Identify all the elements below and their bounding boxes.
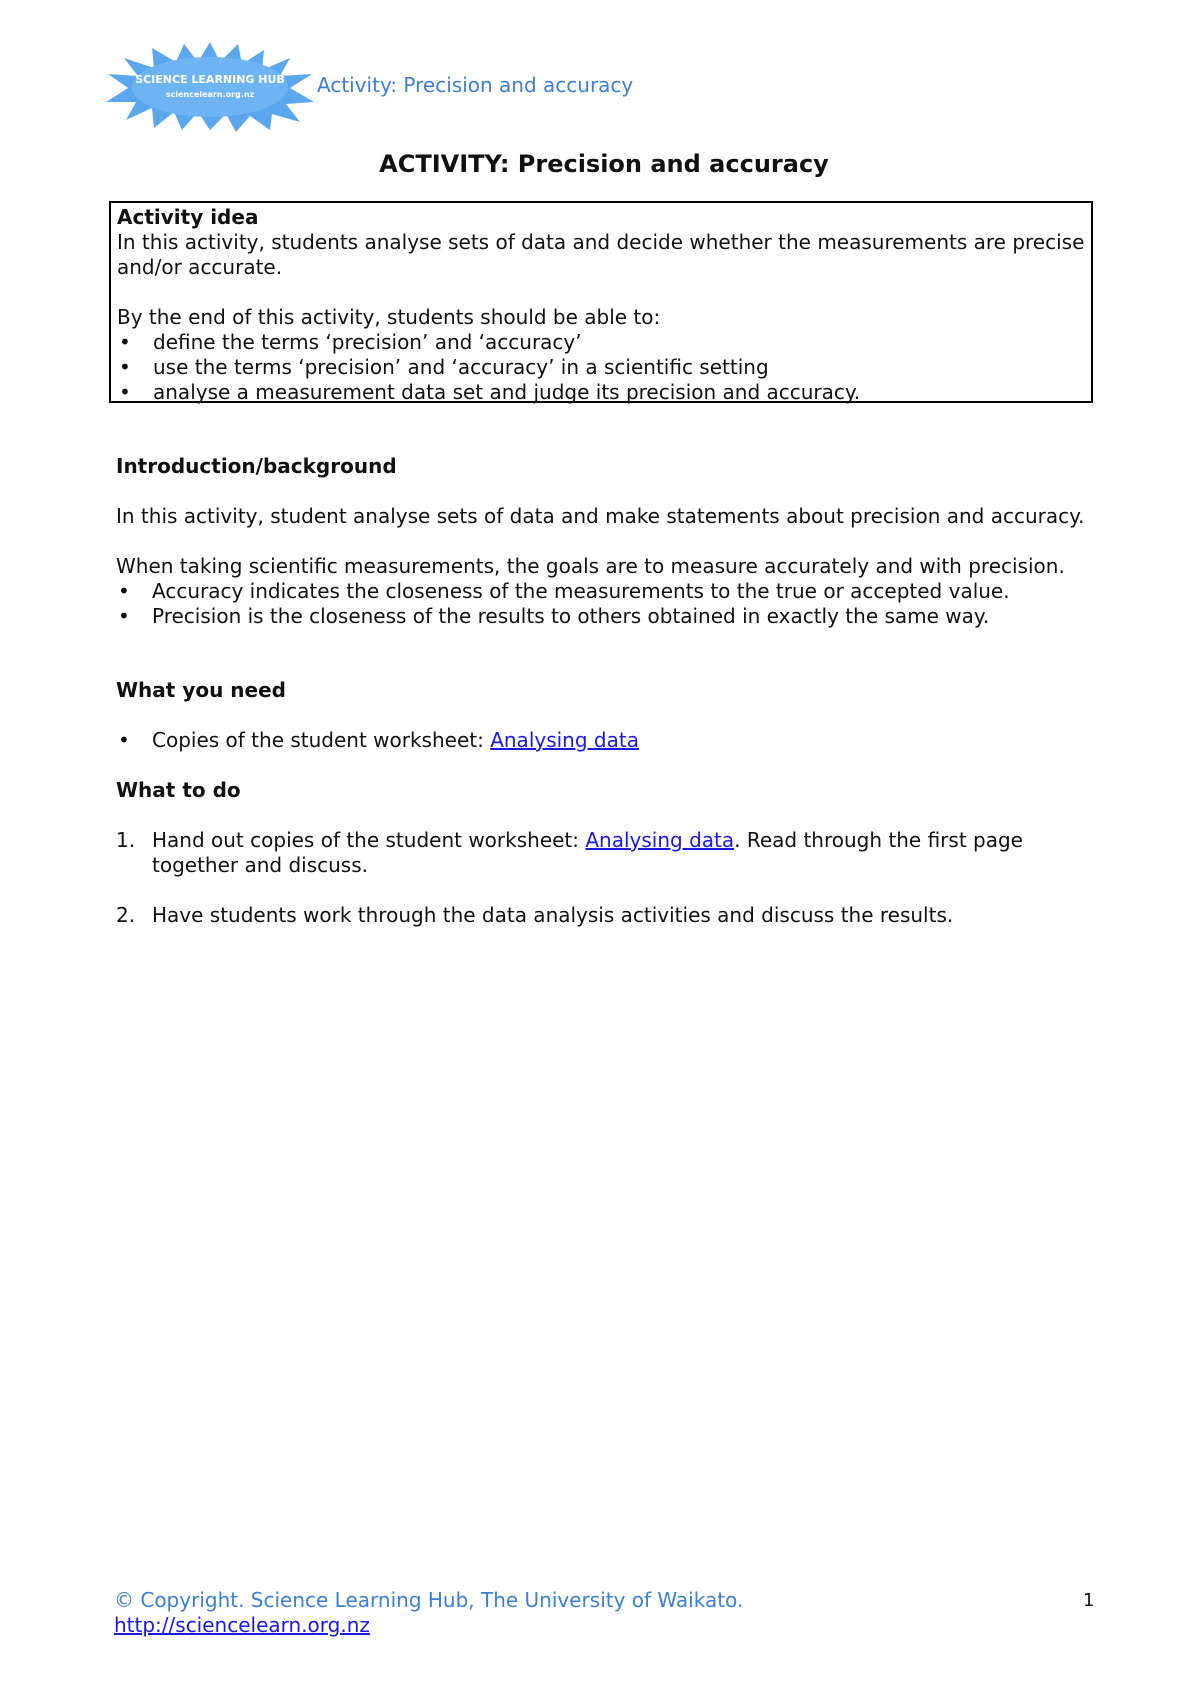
outcomes-lead: By the end of this activity, students should be able to: [117, 305, 661, 329]
bullet-icon: • [119, 330, 131, 354]
background-heading: Introduction/background [116, 454, 397, 478]
step-number: 2. [116, 903, 136, 927]
bullet-icon: • [119, 355, 131, 379]
spacer [116, 479, 1096, 504]
footer-url-link[interactable]: http://sciencelearn.org.nz [114, 1613, 370, 1637]
running-header-title: Activity: Precision and accuracy [317, 73, 634, 97]
activity-idea-heading: Activity idea [117, 205, 259, 229]
analysing-data-link[interactable]: Analysing data [585, 828, 735, 852]
spacer [116, 803, 1096, 828]
step-text-after: . Read through the first page together and discuss. [152, 828, 1023, 877]
background-points [116, 579, 1096, 629]
list-item [117, 380, 1085, 405]
need-section [116, 678, 1096, 753]
list-item [117, 355, 1085, 380]
page-number: 1 [1083, 1590, 1095, 1611]
list-item [116, 728, 1096, 753]
spacer [116, 878, 1096, 903]
list-item-text: analyse a measurement data set and judge its precision and accuracy. [153, 380, 861, 404]
bullet-icon: • [119, 380, 131, 404]
step-item [116, 903, 1096, 928]
logo-line1: SCIENCE LEARNING HUB [135, 73, 285, 86]
analysing-data-link[interactable]: Analysing data [490, 728, 639, 752]
todo-section [116, 778, 1096, 928]
science-learning-hub-logo [104, 40, 316, 132]
step-item [116, 828, 1096, 878]
spacer [117, 280, 1085, 305]
bullet-icon: • [118, 604, 130, 628]
activity-idea-box [109, 201, 1093, 403]
todo-steps [116, 828, 1096, 928]
list-item [117, 330, 1085, 355]
list-item [116, 579, 1096, 604]
copyright-text: © Copyright. Science Learning Hub, The University of Waikato. [114, 1588, 744, 1612]
list-item-text: Precision is the closeness of the results to others obtained in exactly the same way. [152, 604, 990, 628]
logo-line2: sciencelearn.org.nz [165, 90, 255, 99]
background-section [116, 454, 1096, 629]
need-heading: What you need [116, 678, 286, 702]
background-para1: In this activity, student analyse sets of data and make statements about precision and accuracy. [116, 504, 1085, 528]
need-item-text: Copies of the student worksheet: [152, 728, 491, 752]
step-number: 1. [116, 828, 136, 852]
bullet-icon: • [118, 728, 130, 752]
spacer [116, 529, 1096, 554]
list-item-text: Accuracy indicates the closeness of the measurements to the true or accepted value. [152, 579, 1010, 603]
step-text: Have students work through the data analysis activities and discuss the results. [152, 903, 954, 927]
step-text-before: Hand out copies of the student worksheet: [152, 828, 586, 852]
activity-idea-intro: In this activity, students analyse sets of data and decide whether the measurements are precise and/or accurate. [117, 230, 1085, 279]
outcomes-list [117, 330, 1085, 405]
list-item-text: define the terms ‘precision’ and ‘accuracy’ [153, 330, 582, 354]
page-title: ACTIVITY: Precision and accuracy [379, 150, 829, 178]
spacer [116, 703, 1096, 728]
bullet-icon: • [118, 579, 130, 603]
list-item [116, 604, 1096, 629]
list-item-text: use the terms ‘precision’ and ‘accuracy’ in a scientific setting [153, 355, 769, 379]
need-list [116, 728, 1096, 753]
todo-heading: What to do [116, 778, 241, 802]
page-footer [114, 1588, 1014, 1638]
background-para2: When taking scientific measurements, the goals are to measure accurately and with precision. [116, 554, 1065, 578]
starburst-logo-icon [104, 40, 316, 132]
